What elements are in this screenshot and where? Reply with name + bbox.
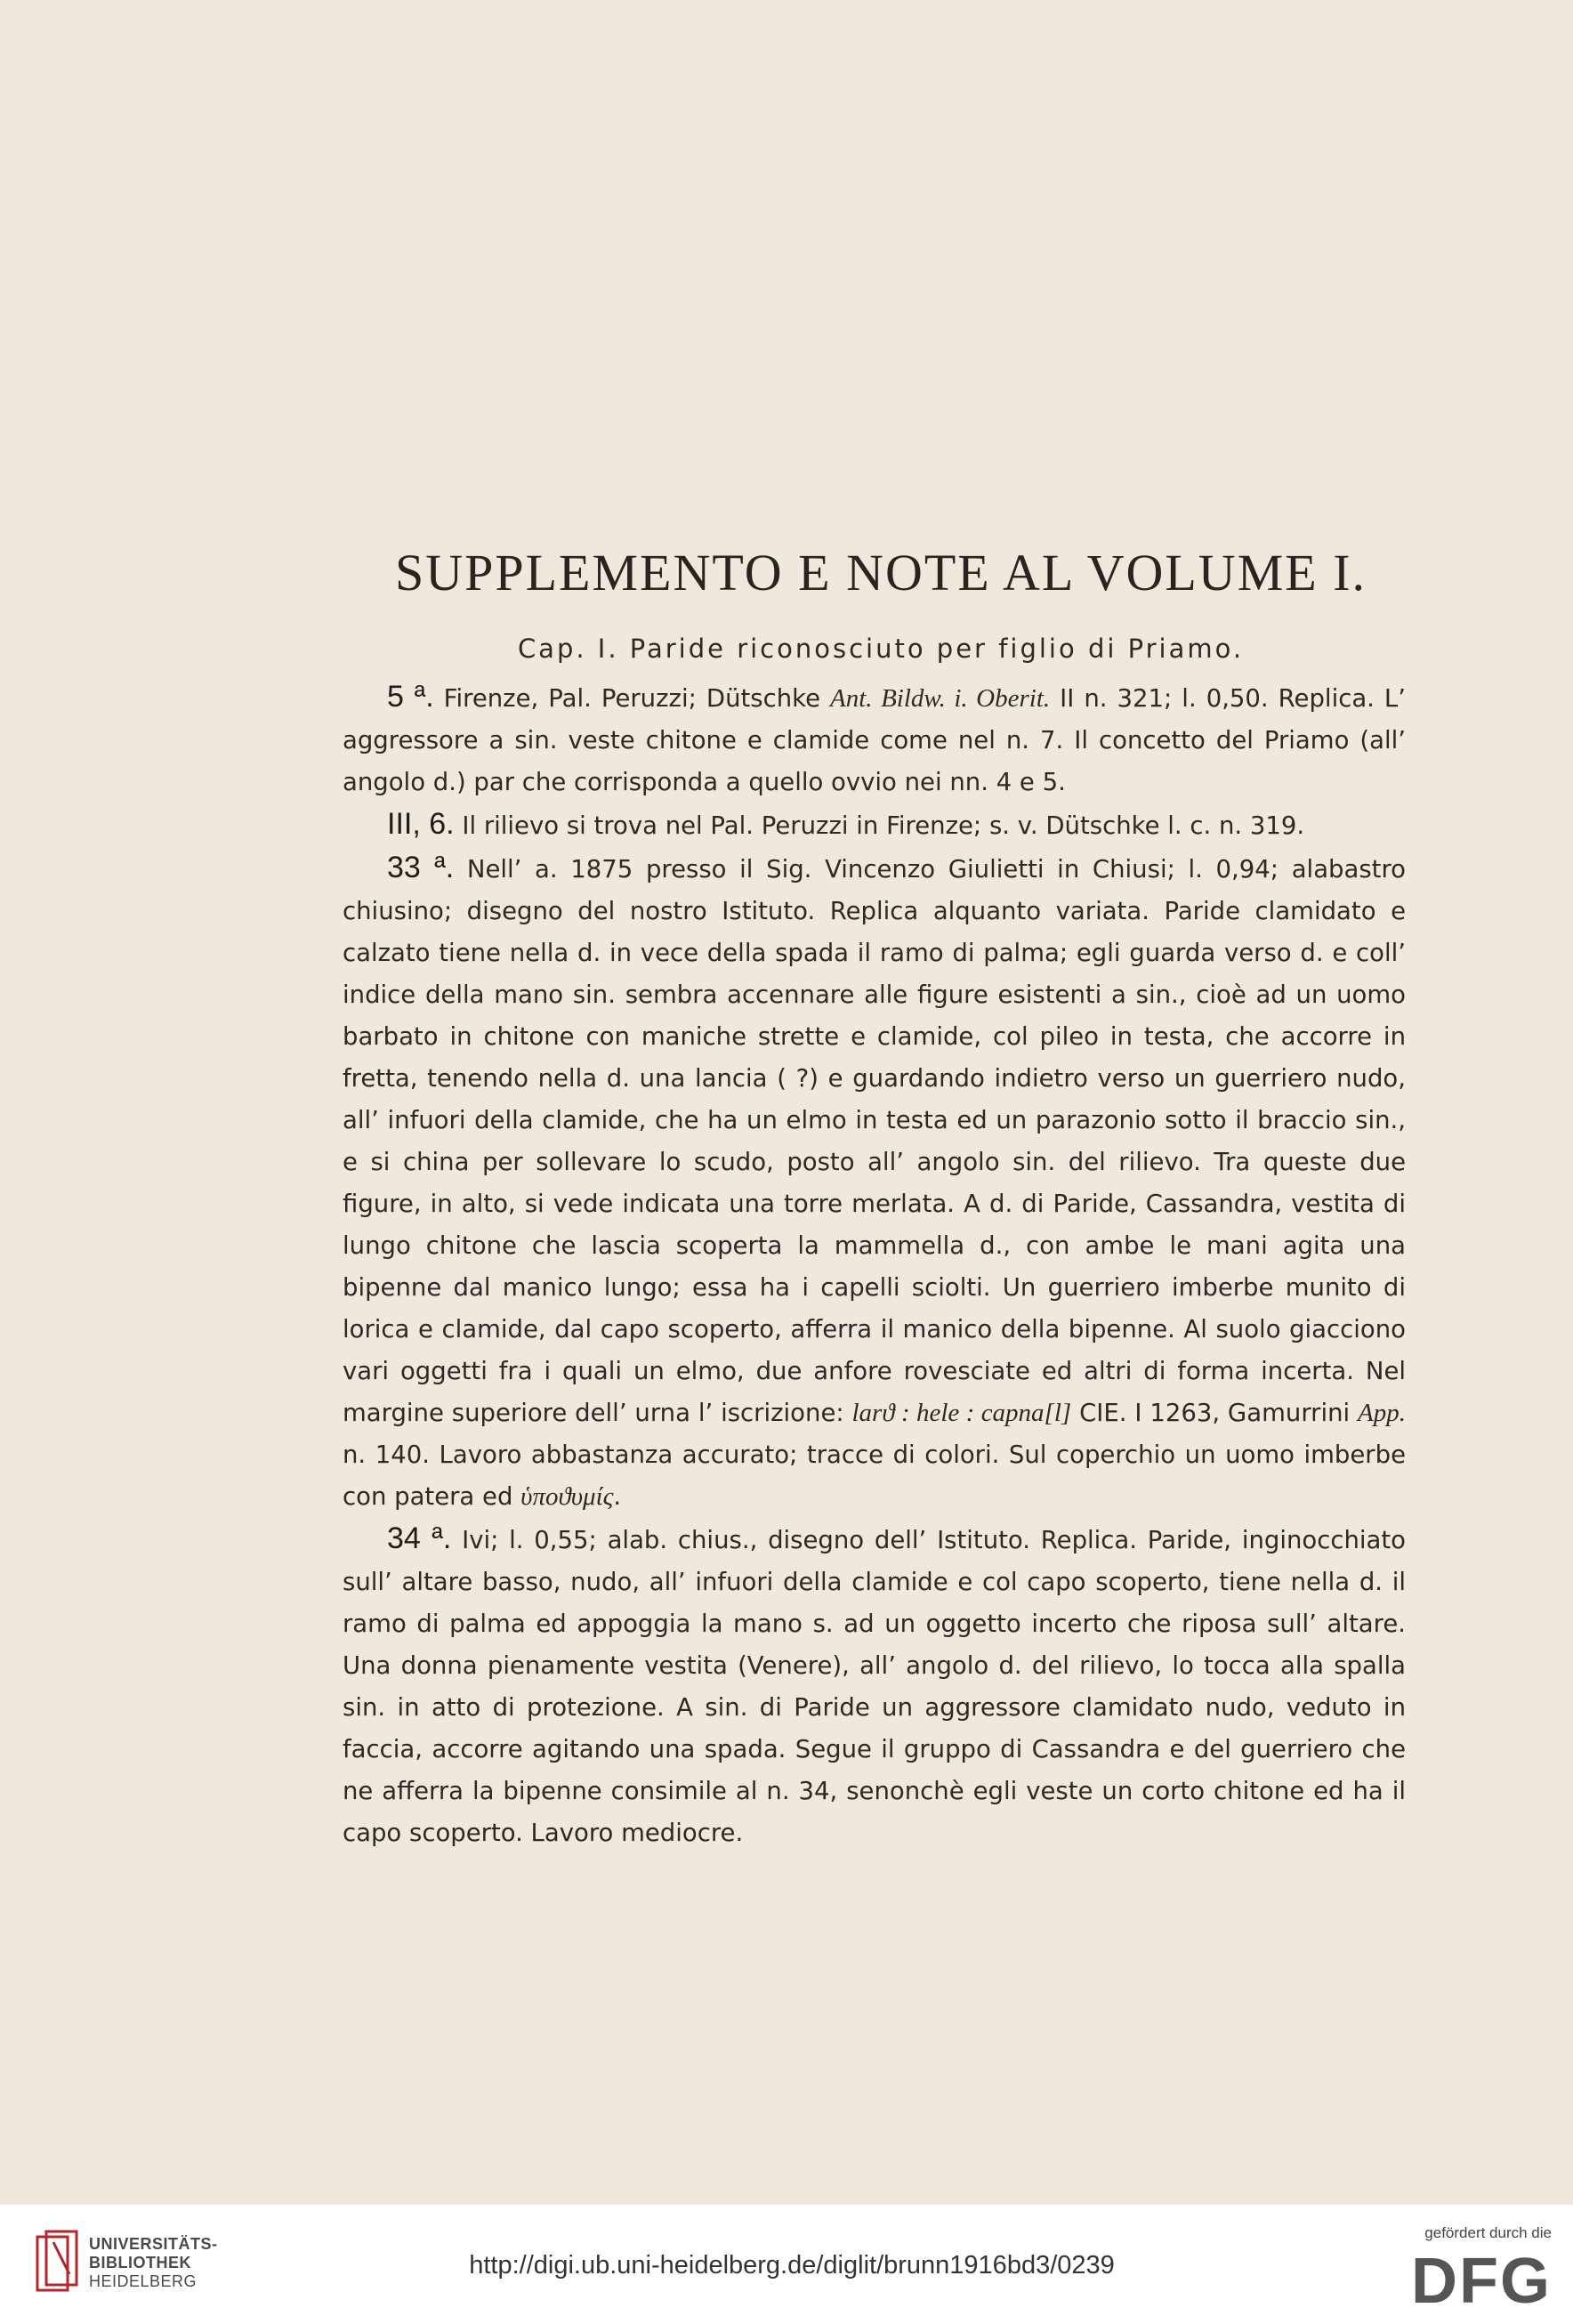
library-logo-icon bbox=[36, 2230, 82, 2297]
entry-text: Nell’ a. 1875 presso il Sig. Vincenzo Giulietti in Chiusi; l. 0,94; alabastro chiusino; disegno del nostro Istituto. Replica alquanto variata. Paride clamidato e calzato tiene nella d. in vece della spada il ramo di palma; egli guarda verso d. e coll’ indice della mano sin. sembra accennare alle figure esistenti a sin., cioè ad un uomo barbato in chitone con maniche strette e clamide, col pileo in testa, che accorre in fretta, tenendo nella d. una lancia ( ?) e guardando indietro verso un guerriero nudo, all’ infuori della clamide, che ha un elmo in testa ed un parazonio sotto il braccio sin., e si china per sollevare lo scudo, posto all’ angolo sin. del rilievo. Tra queste due figure, in alto, si vede indicata una torre merlata. A d. di Paride, Cassandra, vestita di lungo chitone che lascia scoperta la mammella d., con ambe le mani agita una bipenne dal manico lungo; essa ha i capelli sciolti. Un guerriero imberbe munito di lorica e clamide, dal capo scoperto, afferra il manico della bipenne. Al suolo giacciono vari oggetti fra i quali un elmo, due anfore rovesciate ed altri di forma incerta. Nel margine superiore dell’ urna l’ iscrizione: bbox=[343, 855, 1406, 1427]
entry-number: 34 ª. bbox=[387, 1521, 452, 1555]
library-logo-text bbox=[89, 2235, 218, 2291]
footer-bar bbox=[0, 2205, 1573, 2324]
entry-text: Ivi; l. 0,55; alab. chius., disegno dell’ Istituto. Replica. Paride, inginocchiato sull’ altare basso, nudo, all’ infuori della clamide e col capo scoperto, tiene nella d. il ramo di palma ed appoggia la mano s. ad un oggetto incerto che riposa sull’ altare. Una donna pienamente vestita (Venere), all’ angolo d. del rilievo, lo tocca alla spalla sin. in atto di protezione. A sin. di Paride un aggressore clamidato nudo, veduto in faccia, accorre agitando una spada. Segue il gruppo di Cassandra e del guerriero che ne afferra la bipenne consimile al n. 34, senonchè egli veste un corto chitone ed ha il capo scoperto. Lavoro mediocre. bbox=[343, 1526, 1407, 1847]
source-url-link[interactable]: http://digi.ub.uni-heidelberg.de/diglit/brunn1916bd3/0239 bbox=[469, 2251, 1115, 2280]
entry-text: Firenze, Pal. Peruzzi; Dütschke bbox=[433, 684, 831, 713]
entry-number: 33 ª. bbox=[387, 851, 455, 884]
entry-italic: App. bbox=[1358, 1399, 1406, 1427]
entry-5a bbox=[343, 676, 1406, 803]
entry-text: Il rilievo si trova nel Pal. Peruzzi in Firenze; s. v. Dütschke l. c. n. 319. bbox=[454, 811, 1305, 840]
entry-text: . bbox=[613, 1482, 622, 1511]
entry-number: III, 6. bbox=[387, 807, 455, 841]
entry-34a bbox=[343, 1518, 1406, 1854]
inscription-italic: larϑ : hele : capna[l] bbox=[851, 1399, 1072, 1427]
greek-italic: ὑποϑυμίς bbox=[520, 1482, 614, 1511]
entry-33a bbox=[343, 847, 1406, 1518]
page-title: SUPPLEMENTO E NOTE AL VOLUME I. bbox=[394, 544, 1367, 601]
entry-italic: Ant. Bildw. i. Oberit. bbox=[830, 684, 1051, 713]
library-name-line: BIBLIOTHEK bbox=[89, 2254, 191, 2272]
entry-III-6 bbox=[343, 803, 1406, 847]
chapter-heading: Cap. I. Paride riconosciuto per figlio di Priamo. bbox=[517, 633, 1245, 664]
library-name-line: HEIDELBERG bbox=[89, 2272, 198, 2290]
funding-label: gefördert durch die bbox=[1424, 2224, 1552, 2241]
dfg-logo: DFG bbox=[1411, 2246, 1552, 2317]
entry-text: II n. 321; l. 0,50. Replica. L’ aggressore a sin. veste chitone e clamide come nel n. 7. Il concetto del Priamo (all’ angolo d.) par che corrisponda a quello ovvio nei nn. 4 e 5. bbox=[343, 684, 1406, 796]
entry-text: n. 140. Lavoro abbastanza accurato; tracce di colori. Sul coperchio un uomo imberbe con patera ed bbox=[343, 1440, 1406, 1511]
library-name-line: UNIVERSITÄTS- bbox=[89, 2235, 218, 2253]
entry-number: 5 ª. bbox=[387, 680, 434, 714]
entry-text: CIE. I 1263, Gamurrini bbox=[1071, 1399, 1359, 1427]
document-body bbox=[343, 676, 1406, 1854]
